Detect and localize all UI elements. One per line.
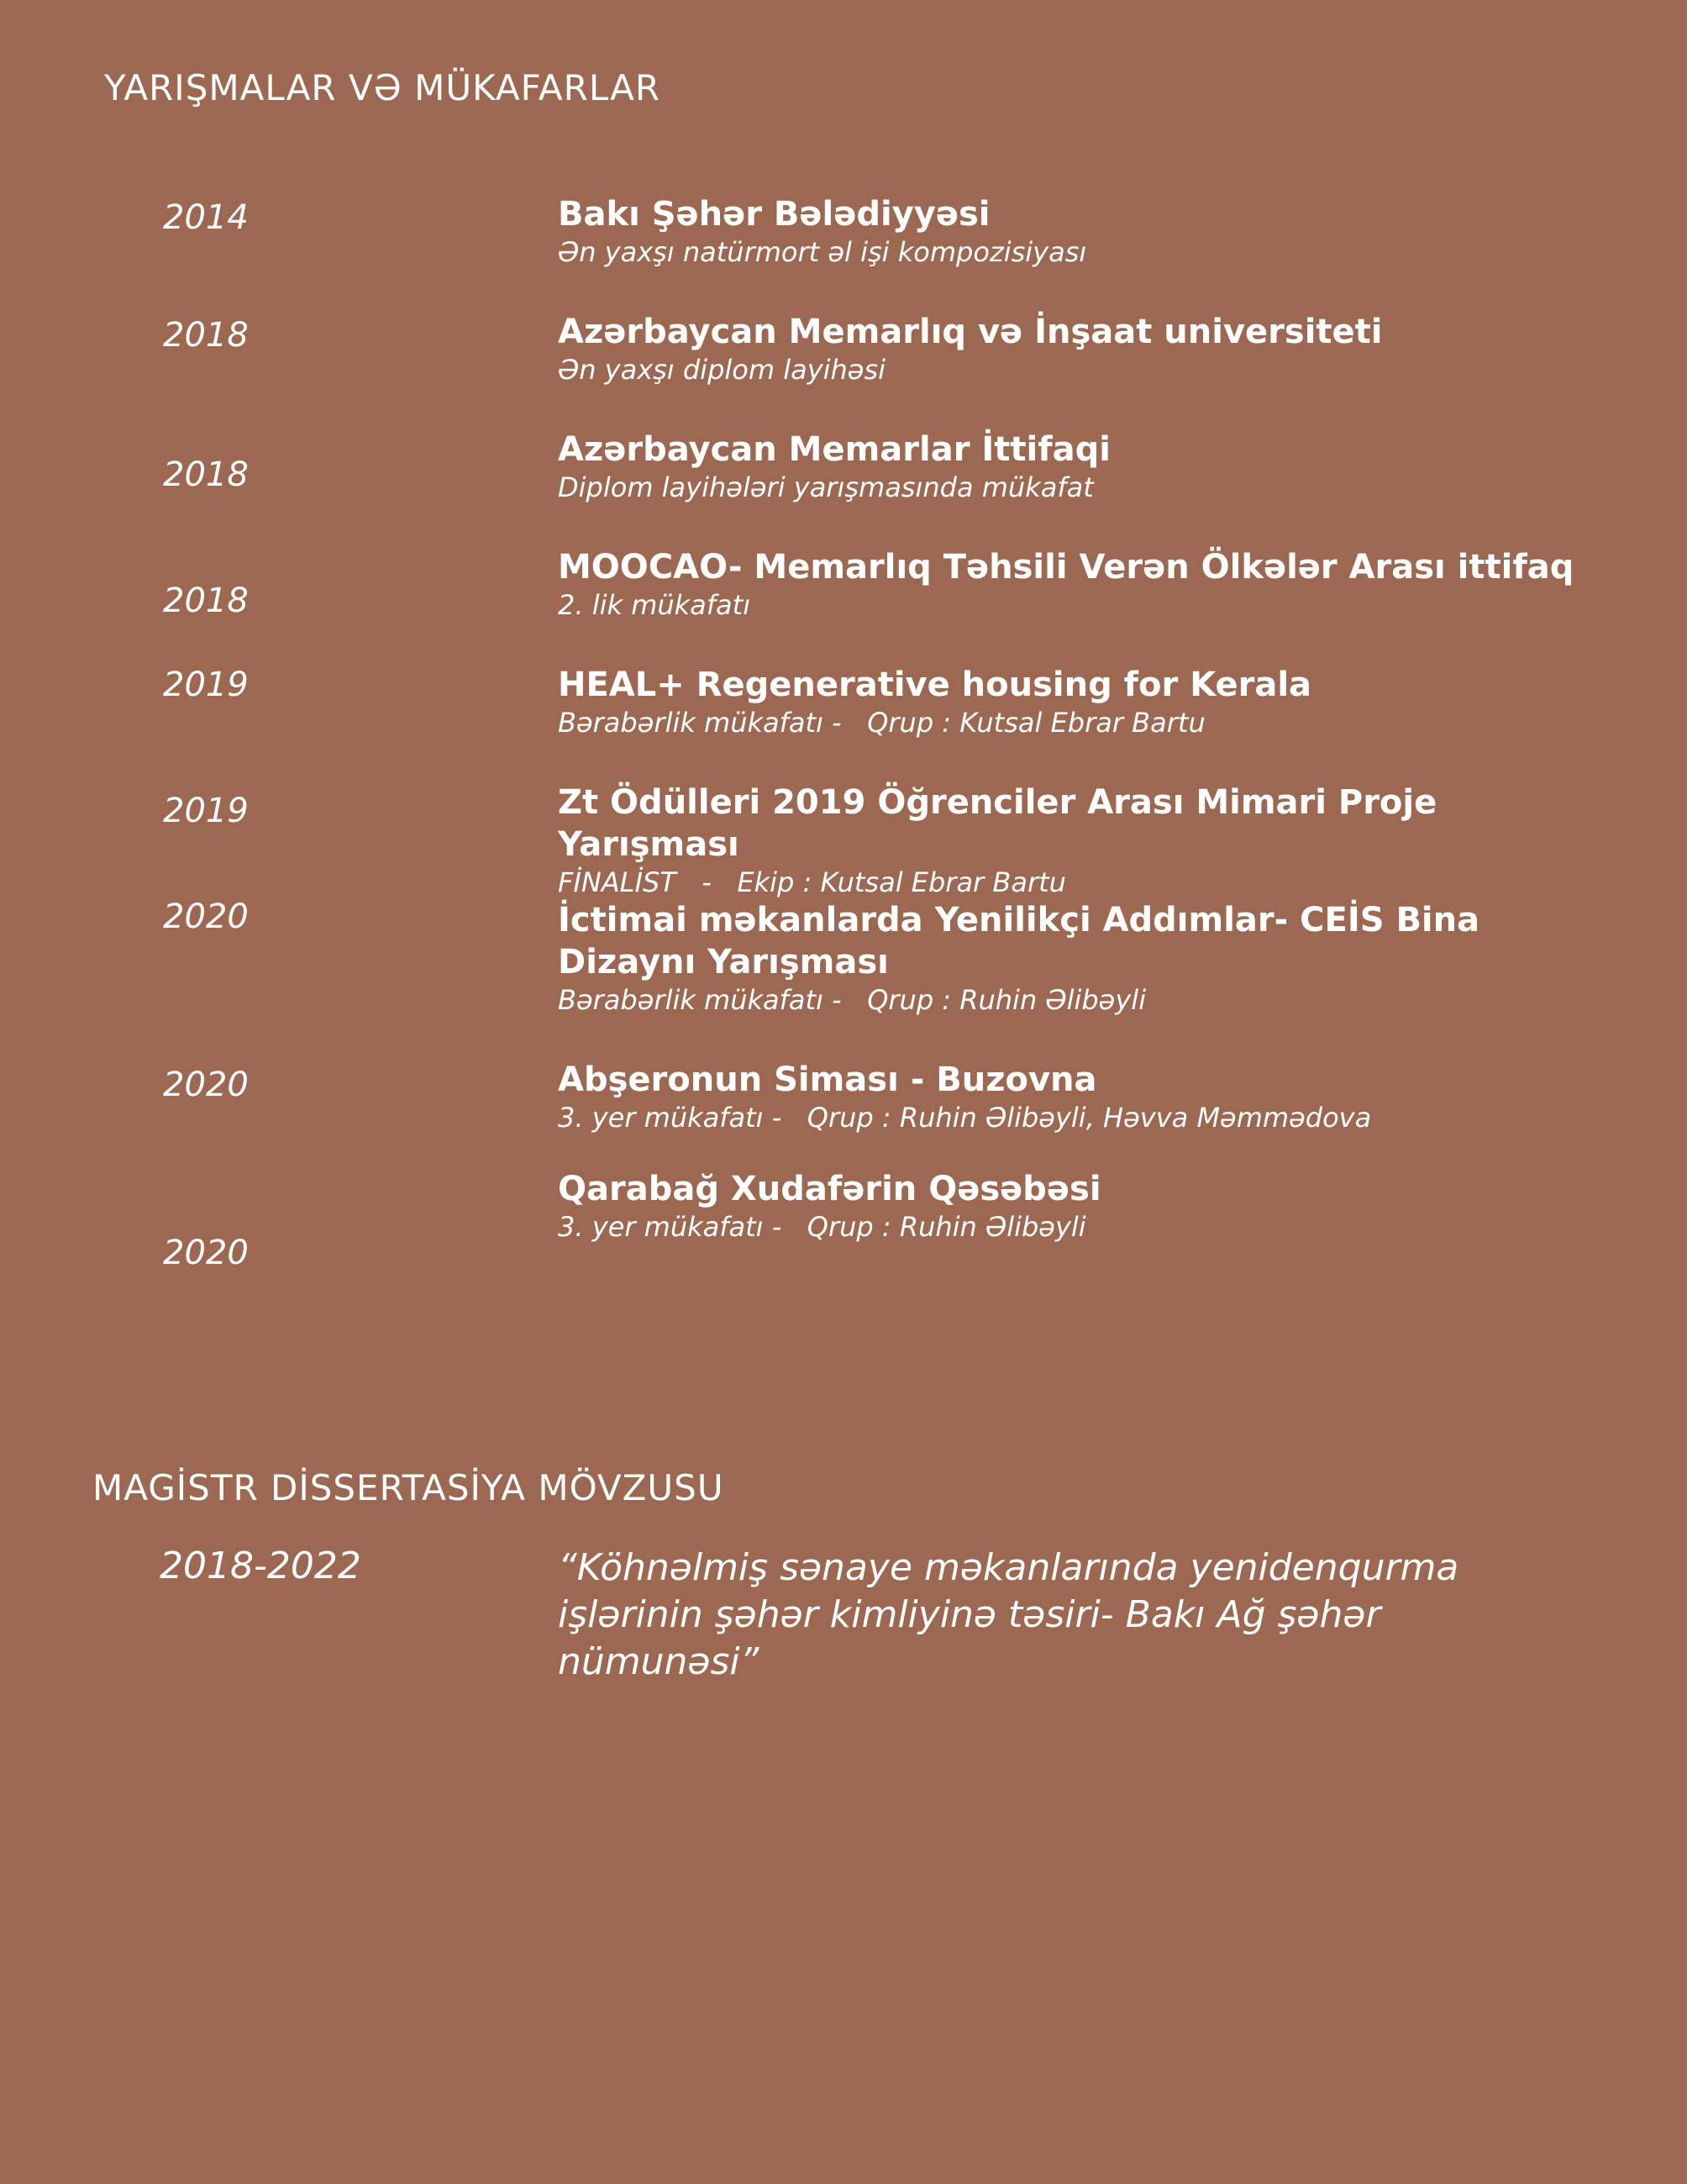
award-subtitle: Diplom layihələri yarışmasında mükafat	[558, 471, 1094, 503]
award-title: MOOCAO- Memarlıq Təhsili Verən Ölkələr Arası ittifaq	[558, 548, 1574, 587]
award-entry	[558, 546, 1616, 622]
award-year: 2018	[163, 582, 249, 620]
award-title: İctimai məkanlarda Yenilikçi Addımlar- CEİS Bina Dizaynı Yarışması	[558, 901, 1480, 981]
award-title: Abşeronun Siması - Buzovna	[558, 1060, 1097, 1099]
award-entry	[558, 1059, 1616, 1134]
award-title: Zt Ödülleri 2019 Öğrenciler Arası Mimari Proje Yarışması	[558, 783, 1437, 864]
award-entry	[558, 664, 1616, 739]
thesis-title: “Köhnəlmiş sənaye məkanlarında yenidenqurma işlərinin şəhər kimliyinə təsiri- Bakı Ağ şəhər nümunəsi”	[558, 1546, 1459, 1683]
awards-heading: YARIŞMALAR VƏ MÜKAFARLAR	[104, 67, 661, 108]
award-entry	[558, 899, 1616, 1017]
award-title: Bakı Şəhər Bələdiyyəsi	[558, 195, 991, 234]
award-title: Qarabağ Xudafərin Qəsəbəsi	[558, 1170, 1101, 1208]
award-title: HEAL+ Regenerative housing for Kerala	[558, 666, 1312, 704]
award-title: Azərbaycan Memarlıq və İnşaat universiteti	[558, 313, 1383, 351]
award-year: 2019	[163, 792, 249, 830]
award-entry	[558, 193, 1616, 269]
award-year: 2018	[163, 316, 249, 355]
award-subtitle: Ən yaxşı natürmort əl işi kompozisiyası	[558, 236, 1087, 268]
award-entry	[558, 782, 1616, 899]
award-entry	[558, 429, 1616, 504]
award-entry	[558, 311, 1616, 387]
award-year: 2020	[163, 1066, 249, 1104]
award-subtitle: 2. lik mükafatı	[558, 589, 751, 621]
award-year: 2014	[163, 198, 249, 237]
award-subtitle: 3. yer mükafatı - Qrup : Ruhin Əlibəyli	[558, 1211, 1086, 1243]
award-subtitle: Ən yaxşı diplom layihəsi	[558, 354, 886, 386]
award-year: 2020	[163, 1234, 249, 1272]
award-year: 2019	[163, 666, 249, 704]
award-subtitle: Bərabərlik mükafatı - Qrup : Ruhin Əlibəyli	[558, 984, 1147, 1016]
award-title: Azərbaycan Memarlar İttifaqi	[558, 430, 1111, 469]
thesis-heading: MAGİSTR DİSSERTASİYA MÖVZUSU	[92, 1467, 724, 1508]
award-year: 2018	[163, 455, 249, 494]
award-subtitle: FİNALİST - Ekip : Kutsal Ebrar Bartu	[558, 866, 1066, 898]
award-entry	[558, 1168, 1616, 1244]
thesis-years: 2018-2022	[160, 1545, 361, 1587]
award-subtitle: Bərabərlik mükafatı - Qrup : Kutsal Ebrar Bartu	[558, 707, 1206, 739]
award-subtitle: 3. yer mükafatı - Qrup : Ruhin Əlibəyli, Həvva Məmmədova	[558, 1102, 1372, 1134]
award-year: 2020	[163, 897, 249, 936]
